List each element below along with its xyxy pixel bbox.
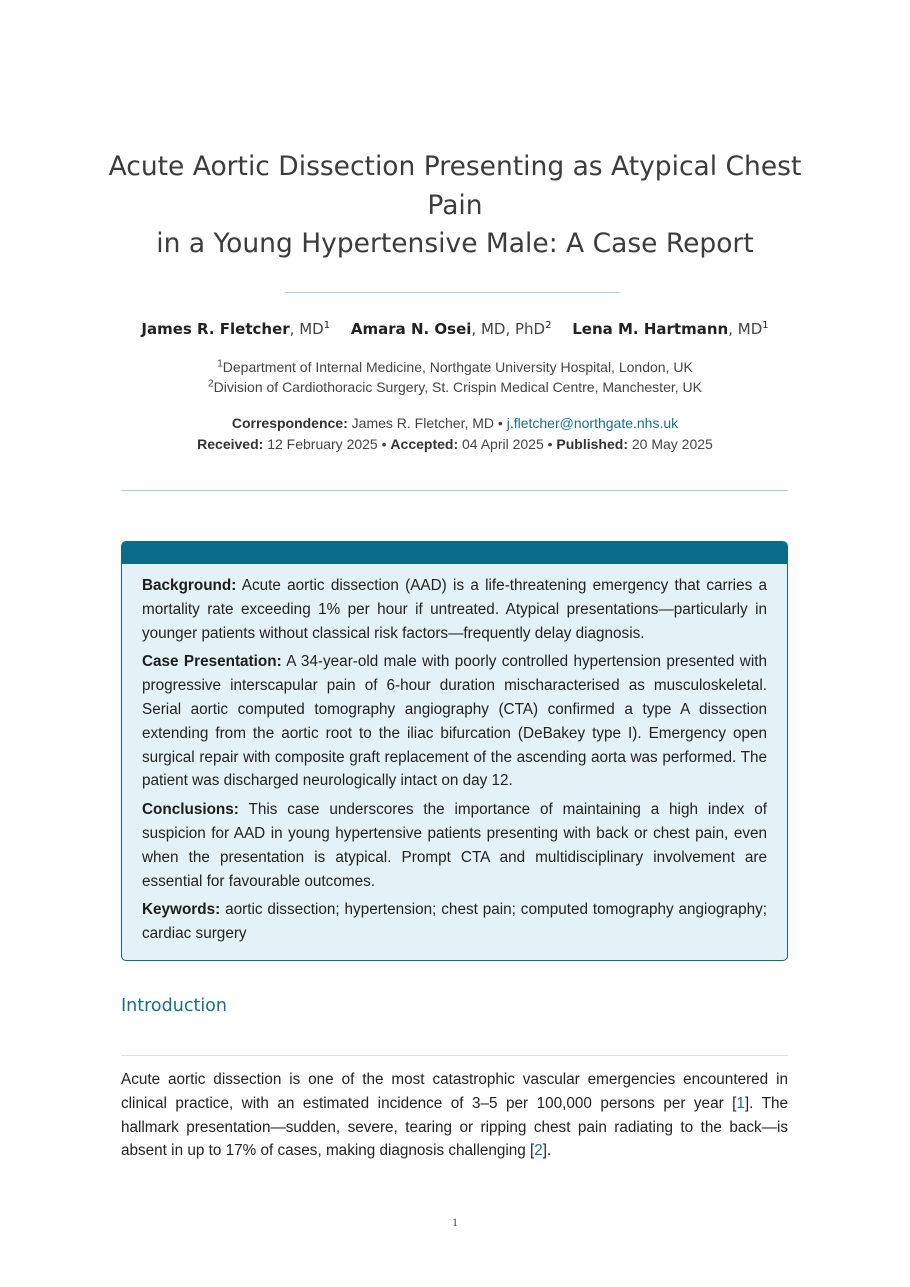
- abstract-text: This case underscores the importance of maintaining a high index of suspicion for AAD in young hypertensive patients presenting with back or chest pain, even when the presentation is atypical. Prompt CTA and multidisciplinary involvement are essential for favourable outcomes.: [142, 801, 767, 890]
- author-degree: , MD: [728, 320, 763, 338]
- affiliation-text: Department of Internal Medicine, Northgate University Hospital, London, UK: [222, 359, 693, 375]
- cite-bracket: [: [530, 1142, 535, 1160]
- intro-text: Acute aortic dissection is one of the most catastrophic vascular emergencies encountered in clinical practice, with an estimated incidence of 3–5 per 100,000 persons per year: [121, 1071, 788, 1112]
- author-degree: , MD, PhD: [471, 320, 546, 338]
- affiliation-2: [60, 377, 850, 397]
- cite-bracket: ].: [744, 1094, 754, 1112]
- accepted-label: Accepted:: [390, 436, 459, 452]
- abstract-label: Keywords:: [142, 901, 221, 919]
- bullet-separator: •: [547, 436, 553, 452]
- abstract-label: Case Presentation:: [142, 653, 282, 671]
- abstract-conclusions: [142, 798, 767, 893]
- abstract-text: Acute aortic dissection (AAD) is a life-threatening emergency that carries a mortality rate exceeding 1% per hour if untreated. Atypical presentations—particularly in younger patients without classical risk factors—frequently delay diagnosis.: [142, 577, 768, 642]
- author-name: Lena M. Hartmann: [572, 320, 729, 338]
- cite-bracket: [: [732, 1094, 737, 1112]
- cite-bracket: ].: [542, 1142, 552, 1160]
- title-line-1: Acute Aortic Dissection Presenting as Atypical Chest: [108, 151, 802, 182]
- author-1: [141, 320, 330, 338]
- abstract-case-presentation: [142, 650, 767, 793]
- title-line-3: in a Young Hypertensive Male: A Case Report: [156, 228, 754, 259]
- abstract-text: aortic dissection; hypertension; chest pain; computed tomography angiography; cardiac surgery: [142, 901, 767, 943]
- introduction-paragraph: [121, 1068, 788, 1163]
- author-affil-sup: 1: [323, 320, 331, 331]
- received-date: 12 February 2025: [267, 436, 378, 452]
- author-degree: , MD: [289, 320, 324, 338]
- author-3: [572, 320, 768, 338]
- affiliation-1: [60, 357, 850, 377]
- abstract-header-bar: [122, 542, 787, 564]
- abstract-text: A 34-year-old male with poorly controlled hypertension presented with progressive interscapular pain of 6-hour duration mischaracterised as musculoskeletal. Serial aortic computed tomography angiography (CTA) confirmed a type A dissection extending from the aortic root to the iliac bifurcation (DeBakey type I). Emergency open surgical repair with composite graft replacement of the ascending aorta was performed. The patient was discharged neurologically intact on day 12.: [142, 653, 767, 790]
- affiliations: [60, 357, 850, 397]
- bullet-separator: •: [381, 436, 387, 452]
- author-affil-sup: 2: [545, 320, 552, 331]
- author-affil-sup: 1: [762, 320, 769, 331]
- abstract-label: Conclusions:: [142, 801, 239, 819]
- paper-title: [100, 148, 810, 264]
- author-name: Amara N. Osei: [350, 320, 472, 338]
- correspondence-line: [60, 413, 850, 434]
- abstract-keywords: [142, 898, 767, 946]
- author-list: [60, 320, 850, 338]
- correspondence-label: Correspondence:: [231, 415, 348, 431]
- affiliation-text: Division of Cardiothoracic Surgery, St. Crispin Medical Centre, Manchester, UK: [213, 379, 702, 395]
- published-label: Published:: [556, 436, 628, 452]
- citation-link-1[interactable]: 1: [736, 1094, 745, 1112]
- article-meta: [60, 413, 850, 455]
- header-divider: [121, 490, 788, 491]
- dates-line: [60, 434, 850, 455]
- section-heading-introduction: Introduction: [121, 996, 227, 1016]
- title-line-2: Pain: [427, 189, 483, 221]
- author-name: James R. Fletcher: [141, 320, 290, 338]
- received-label: Received:: [197, 436, 264, 452]
- abstract-box: [121, 541, 788, 961]
- published-date: 20 May 2025: [631, 436, 713, 452]
- page-number: 1: [452, 1215, 458, 1229]
- title-divider: [285, 292, 620, 293]
- accepted-date: 04 April 2025: [462, 436, 544, 452]
- correspondence-email-link[interactable]: j.fletcher@northgate.nhs.uk: [506, 415, 679, 431]
- abstract-background: [142, 574, 767, 645]
- abstract-label: Background:: [142, 577, 237, 594]
- bullet-separator: •: [497, 415, 503, 431]
- affiliation-sup: 1: [217, 358, 223, 370]
- author-2: [351, 320, 552, 338]
- intro-text: The hallmark presentation—sudden, severe, tearing or ripping chest pain radiating to the back—is absent in up to 17% of cases, making diagnosis challenging: [121, 1094, 788, 1160]
- citation-link-2[interactable]: 2: [534, 1142, 543, 1160]
- abstract-body: [122, 564, 787, 946]
- section-divider: [121, 1055, 788, 1056]
- affiliation-sup: 2: [208, 378, 214, 390]
- correspondence-name: James R. Fletcher, MD: [351, 415, 495, 431]
